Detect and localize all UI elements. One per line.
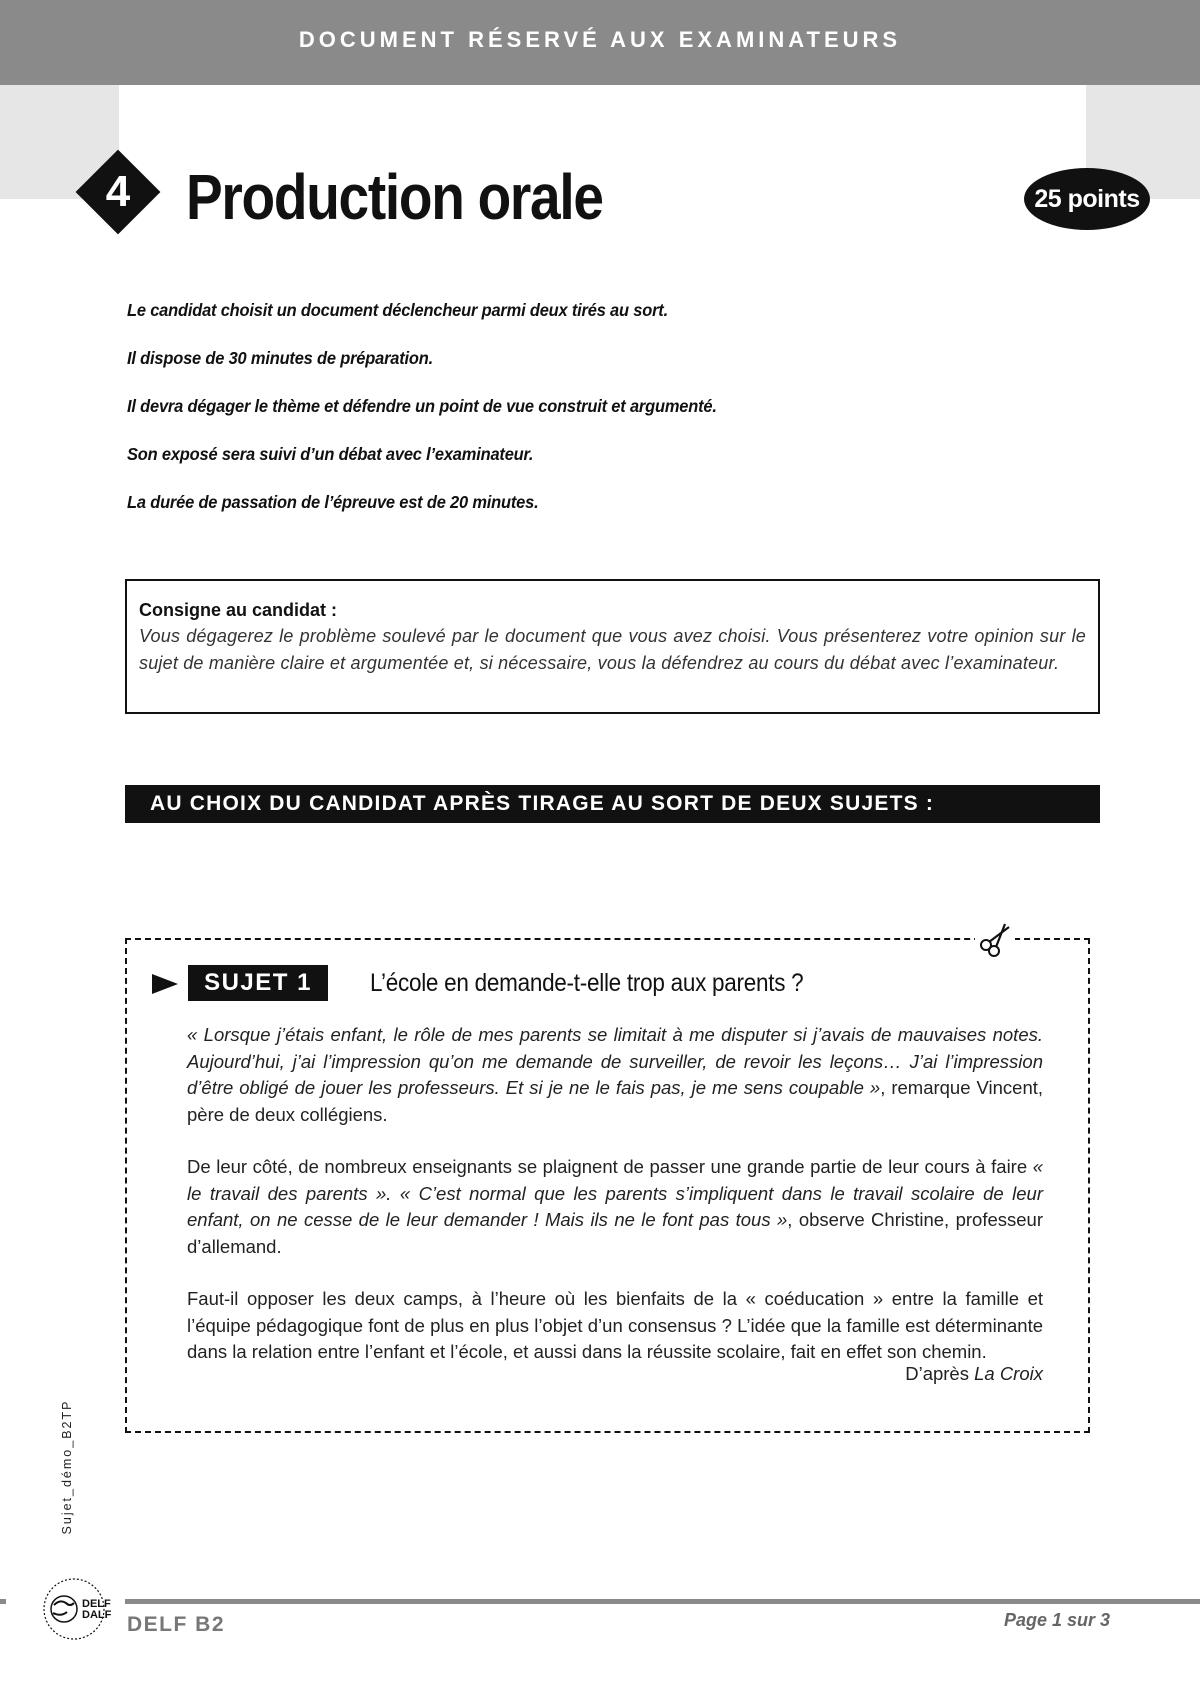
instructions-list [127, 300, 1027, 540]
delf-dalf-logo [38, 1575, 114, 1643]
source-prefix: D’après [905, 1363, 975, 1384]
instruction-line: La durée de passation de l’épreuve est de 20 minutes. [127, 492, 539, 512]
page-number: Page 1 sur 3 [1003, 1610, 1110, 1630]
article-paragraph [187, 1154, 1043, 1260]
scissors-icon [975, 918, 1015, 958]
logo-dalf: DALF [82, 1609, 112, 1621]
logo-delf: DELF [82, 1598, 111, 1610]
choice-banner: AU CHOIX DU CANDIDAT APRÈS TIRAGE AU SORT DE DEUX SUJETS : [125, 785, 1100, 823]
footer-rule [125, 1599, 1200, 1604]
instruction-line: Il dispose de 30 minutes de préparation. [127, 348, 434, 368]
sujet-title: L’école en demande-t-elle trop aux parents ? [370, 969, 804, 997]
consigne-title: Consigne au candidat : [139, 600, 338, 620]
article-paragraph [187, 1022, 1043, 1128]
quote-vincent: « Lorsque j’étais enfant, le rôle de mes parents se limitait à me disputer si j’avais de mauvaises notes. Aujourd’hui, j’ai l’impression qu’on me demande de surveiller, de revoir les leçons… J’ai l’impression d’être obligé de jouer les professeurs. Et si je ne le fais pas, je me sens coupable » [187, 1024, 1043, 1098]
instruction-line: Le candidat choisit un document déclencheur parmi deux tirés au sort. [127, 300, 668, 320]
attribution-vincent: , remarque Vincent, père de deux collégiens. [187, 1077, 1044, 1125]
page-title: Production orale [186, 161, 603, 233]
consigne-box [125, 579, 1100, 714]
section-number: 4 [105, 167, 131, 216]
examiner-only-banner [0, 0, 1200, 85]
paragraph-2-start: De leur côté, de nombreux enseignants se plaignent de passer une grande partie de leur cours à faire [187, 1156, 1033, 1177]
consigne-text: Vous dégagerez le problème soulevé par le document que vous avez choisi. Vous présenterez votre opinion sur le sujet de manière claire et argumentée et, si nécessaire, vous la défendrez au cours du débat avec l’examinateur. [139, 626, 1086, 673]
article-source [700, 1363, 1043, 1385]
attribution-christine: , observe Christine, professeur d’allemand. [187, 1209, 1043, 1257]
banner-text: DOCUMENT RÉSERVÉ AUX EXAMINATEURS [298, 27, 902, 52]
document-code: Sujet_démo_B2TP [60, 1399, 74, 1535]
arrow-right-icon [152, 974, 178, 994]
footer-rule-left [0, 1599, 6, 1604]
points-badge: 25 points [1024, 168, 1150, 230]
quote-christine: « le travail des parents ». « C’est normal que les parents s’impliquent dans le travail scolaire de leur enfant, on ne cesse de le leur demander ! Mais ils ne le font pas tous » [187, 1156, 1043, 1230]
instruction-line: Il devra dégager le thème et défendre un point de vue construit et argumenté. [127, 396, 717, 416]
source-name: La Croix [974, 1363, 1043, 1384]
footer-level: DELF B2 [127, 1613, 226, 1636]
instruction-line: Son exposé sera suivi d’un débat avec l’examinateur. [127, 444, 534, 464]
article-text [187, 1022, 1043, 1392]
sujet-label: SUJET 1 [188, 965, 328, 1001]
article-paragraph: Faut-il opposer les deux camps, à l’heure où les bienfaits de la « coéducation » entre la famille et l’équipe pédagogique font de plus en plus l’objet d’un consensus ? L’idée que la famille est déterminante dans la relation entre l’enfant et l’école, et aussi dans la réussite scolaire, fait en effet son chemin. [187, 1288, 1043, 1362]
